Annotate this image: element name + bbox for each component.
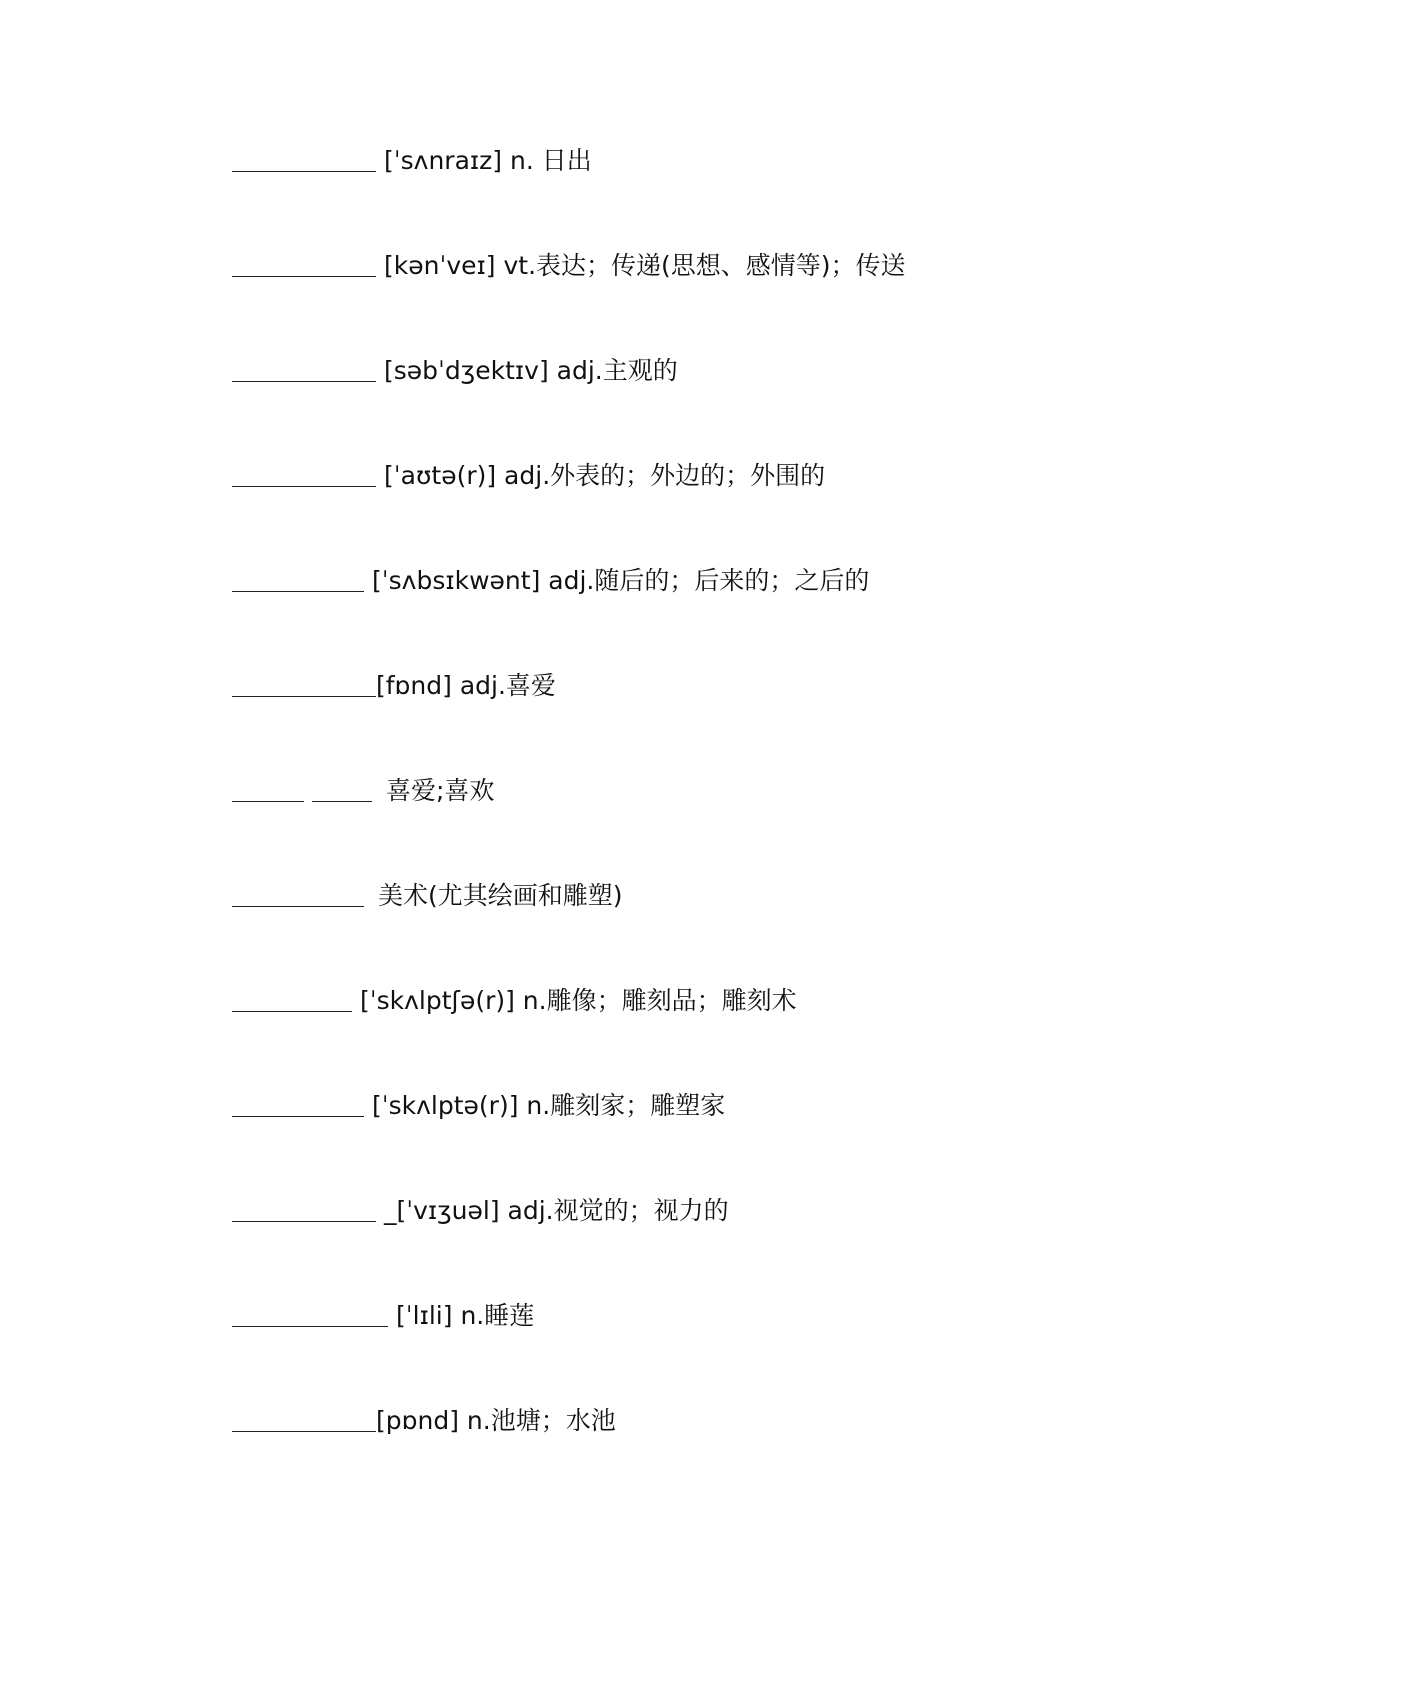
vocab-line-12 xyxy=(232,1291,534,1331)
answer-blank[interactable] xyxy=(232,1431,376,1432)
answer-blank[interactable] xyxy=(232,591,364,592)
answer-blank[interactable] xyxy=(232,1326,388,1327)
vocab-definition: [kənˈveɪ] vt.表达；传递(思想、感情等)；传送 xyxy=(384,251,906,280)
answer-blank[interactable] xyxy=(232,1221,376,1222)
vocab-line-10 xyxy=(232,1081,725,1121)
answer-blank[interactable] xyxy=(232,696,376,697)
vocab-line-8 xyxy=(232,871,623,911)
vocab-definition: [ˈskʌlptə(r)] n.雕刻家；雕塑家 xyxy=(372,1091,726,1120)
answer-blank[interactable] xyxy=(232,171,376,172)
vocab-definition: 美术(尤其绘画和雕塑) xyxy=(378,881,623,910)
vocab-definition: [ˈsʌnraɪz] n. 日出 xyxy=(384,146,592,175)
answer-blank[interactable] xyxy=(232,1116,364,1117)
vocab-line-4 xyxy=(232,451,825,491)
answer-blank[interactable] xyxy=(232,1011,352,1012)
vocab-line-7 xyxy=(232,766,494,806)
vocab-definition: [ˈaʊtə(r)] adj.外表的；外边的；外围的 xyxy=(384,461,826,490)
vocab-line-5 xyxy=(232,556,869,596)
answer-blank[interactable] xyxy=(232,906,364,907)
vocab-definition: _[ˈvɪʒuəl] adj.视觉的；视力的 xyxy=(384,1196,729,1225)
vocab-line-6 xyxy=(232,661,556,701)
vocab-definition: [səbˈdʒektɪv] adj.主观的 xyxy=(384,356,678,385)
vocab-definition: [ˈskʌlptʃə(r)] n.雕像；雕刻品；雕刻术 xyxy=(360,986,797,1015)
vocab-line-11 xyxy=(232,1186,729,1226)
answer-blank[interactable] xyxy=(232,276,376,277)
vocab-definition: [fɒnd] adj.喜爱 xyxy=(376,671,556,700)
vocab-line-1 xyxy=(232,136,592,176)
answer-blank[interactable] xyxy=(232,486,376,487)
vocab-line-13 xyxy=(232,1396,616,1436)
vocab-line-3 xyxy=(232,346,678,386)
vocab-line-2 xyxy=(232,241,906,281)
vocab-definition: 喜爱;喜欢 xyxy=(386,776,495,805)
answer-blank[interactable] xyxy=(232,801,304,802)
answer-blank[interactable] xyxy=(232,381,376,382)
answer-blank[interactable] xyxy=(312,801,372,802)
vocab-definition: [ˈsʌbsɪkwənt] adj.随后的；后来的；之后的 xyxy=(372,566,870,595)
vocab-definition: [pɒnd] n.池塘；水池 xyxy=(376,1406,616,1435)
vocab-definition: [ˈlɪli] n.睡莲 xyxy=(396,1301,535,1330)
vocab-line-9 xyxy=(232,976,797,1016)
